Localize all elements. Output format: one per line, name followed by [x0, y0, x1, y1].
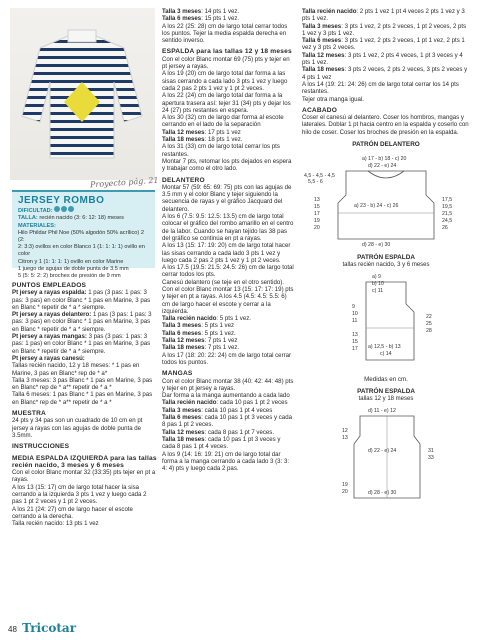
column-right-text [302, 8, 470, 136]
paragraph-text: : cada 10 pas 1 pt 3 veces y cada 8 pas 1 pt 4 veces. [162, 435, 281, 451]
size-label: Talla 6 meses [162, 414, 202, 422]
paragraph-text: : 3 pts 2 veces, 2 pts 2 veces, 3 pts 2 veces y 4 pts 1 vez [302, 66, 468, 81]
paragraph-text: A los 17.5 (19.5: 21.5: 24.5: 26) cm de largo total cerrar todos los pts. [162, 264, 294, 279]
paragraph [12, 484, 157, 506]
paragraph [162, 407, 295, 414]
paragraph-text: A los 31 (33) cm de largo total cerrar los pts restantes. [162, 143, 280, 158]
measurement-label: 31 [428, 447, 434, 454]
paragraph [302, 66, 470, 81]
paragraph-text: Montar 7 pts, retomar los pts dejados en espera y trabajar como el otro lado. [162, 157, 292, 173]
size-label: Talla 6 meses [162, 329, 202, 337]
front-pattern-diagram [302, 151, 470, 249]
sizes-row [18, 215, 149, 222]
measurement-label: a) 9 [372, 273, 381, 280]
size-label: Talla recién nacido [302, 8, 357, 15]
back-pattern-diagram-small [302, 272, 470, 372]
paragraph-text: 1 pas (3 pas: 1 pas: 3 pas: 3 pas) en color Blanc * 1 pas en Marine, 3 pas en Blanc * repetir de * a * siempre. [12, 311, 152, 333]
paragraph [162, 399, 295, 406]
size-label: Talla 18 meses [162, 435, 205, 443]
measurement-label: 20 [342, 488, 348, 495]
paragraph-text: : 5 pts 1 vez. [216, 315, 251, 323]
measurement-label: 12 [342, 427, 348, 434]
paragraph [162, 414, 295, 429]
paragraph [162, 70, 295, 92]
paragraph-text: : 5 pts 1 vez. [201, 329, 236, 337]
measurement-label: d) 11 - e) 12 [368, 407, 396, 414]
paragraph-text: Tallas recién nacido, 12 y 18 meses: * 1 pas en Marine, 3 pas en Blanc* rep de * a* [12, 362, 140, 377]
paragraph [162, 129, 295, 136]
measurement-label: 5,5 - 6 [308, 179, 323, 186]
paragraph-text: A los 19 (20) cm de largo total dar forma a las sisas cerrando a cada lado 3 pts 1 vez y luego cada 2 pas 2 pts 1 vez y 1 pt 2 veces. [162, 70, 288, 92]
paragraph-text: : 3 pts 1 vez, 2 pts 2 veces, 1 pt 1 vez, 2 pts 1 vez y 3 pts 2 veces. [302, 37, 465, 52]
size-label: Pt jersey a rayas delantero: [12, 311, 92, 319]
paragraph [12, 333, 157, 355]
paragraph [162, 344, 295, 351]
paragraph-text: A los 22 (25: 28) cm de largo total cerrar todos los puntos. Tejer la media espalda derecha en sentido inverso. [162, 22, 288, 45]
paragraph [162, 279, 295, 315]
sizes-label: TALLA: [18, 215, 38, 222]
material-item: Citron y 1 (1: 1: 1: 1) ovillo en color Marine [18, 258, 124, 265]
paragraph-text: A los 6 (7.5: 9.5: 12.5: 13.5) cm de largo total colocar el gráfico del rombo amarillo en el centro de la labor. Cuando se hayan tejido las 38 pas del gráfico se continúa en pt a rayas. [162, 213, 294, 242]
material-item: 1 juego de agujas de doble punta de 3.5 mm [18, 265, 129, 272]
paragraph [12, 355, 157, 362]
paragraph [162, 23, 295, 45]
paragraph-text: : cada 10 pas 1 pt 2 veces [216, 399, 288, 407]
paragraph [12, 417, 157, 439]
section-heading: MEDIA ESPALDA IZQUIERDA para las tallas recién nacido, 3 meses y 6 meses [12, 454, 157, 469]
size-label: Talla 3 meses [162, 406, 202, 414]
column-right [302, 8, 470, 510]
measurement-label: 20 [314, 225, 320, 232]
back-pattern-title-2: PATRÓN ESPALDA [357, 388, 415, 396]
column-middle [162, 8, 295, 472]
paragraph [162, 136, 295, 143]
paragraph [162, 429, 295, 436]
paragraph [302, 52, 470, 67]
measurement-label: d) 22 - e) 24 [368, 447, 397, 454]
paragraph [162, 56, 295, 71]
measurement-label: 17,5 [442, 197, 453, 204]
paragraph [162, 337, 295, 344]
measurement-label: d) 22 - e) 24 [368, 163, 397, 170]
difficulty-row [18, 206, 149, 215]
paragraph-text: Tejer otra manga igual. [302, 95, 364, 103]
paragraph-text: Canesú delantero (se teje en el otro sentido). Con el color Blanc montar 13 (15: 17: 17: 19) pts y tejer en pt a rayas. A los 4.5 (4.5: 4.5: 5.5: 6) cm de largo hacer el escote y cerrar a la izquierda. [162, 278, 294, 315]
section-heading: MANGAS [162, 370, 193, 378]
page-number: 48 [8, 625, 17, 634]
measurement-label: 17 [352, 345, 358, 352]
section-heading: INSTRUCCIONES [12, 443, 70, 451]
sizes-value: recién nacido (3: 6: 12: 18) meses [39, 215, 124, 222]
measurement-label: a) 23 - b) 24 - c) 26 [354, 203, 399, 210]
paragraph-text: : 14 pts 1 vez. [201, 8, 240, 15]
size-label: Talla 18 meses [162, 136, 205, 144]
photo-caption: Proyecto pág. 21 [89, 175, 159, 190]
pattern-title: JERSEY ROMBO [18, 195, 105, 206]
paragraph [162, 92, 295, 114]
size-label: Pt jersey a rayas canesú: [12, 354, 85, 362]
paragraph-text: A los 30 (32) cm de largo dar forma al escote cerrando en el lado de la separación [162, 114, 284, 129]
measurement-label: 4,5 - 4,5 - 4,5 [304, 173, 335, 180]
column-left [12, 278, 157, 528]
paragraph-text: : cada 10 pas 1 pt 4 veces [201, 406, 273, 414]
measurement-label: d) 28 - e) 30 [368, 489, 397, 496]
back-pattern-title-1: PATRÓN ESPALDA [357, 254, 415, 262]
measurement-label: 17 [314, 211, 320, 218]
paragraph-text: : 5 pts 1 vez [201, 322, 235, 330]
materials-list [18, 230, 149, 280]
paragraph [162, 436, 295, 451]
measurement-label: 15 [314, 204, 320, 211]
size-label: Talla 12 meses [302, 51, 345, 59]
paragraph [12, 289, 157, 311]
paragraph-text: : 2 pts 1 vez 1 pt 4 veces 2 pts 1 vez y 3 pts 1 vez. [302, 8, 465, 23]
paragraph [162, 378, 295, 393]
paragraph [162, 352, 295, 367]
size-label: Talla 12 meses [162, 428, 205, 436]
sweater-photo [10, 8, 155, 180]
measurement-label: 28 [426, 327, 432, 334]
paragraph [162, 114, 295, 129]
paragraph [12, 377, 157, 392]
size-label: Talla recién nacido [162, 315, 217, 323]
measurement-label: 11 [352, 317, 358, 324]
measurement-label: c) 14 [380, 350, 392, 357]
paragraph-text: Talla 3 meses: 3 pas Blanc * 1 pas en Marine, 3 pas en Blanc* rep de * a** repetir de * a * [12, 376, 153, 392]
paragraph [162, 184, 295, 213]
size-label: Talla 3 meses [162, 8, 202, 15]
difficulty-label: DIFICULTAD: [18, 208, 53, 215]
size-label: Pt jersey a rayas mangas: [12, 333, 87, 341]
measurement-label: c) 11 [372, 287, 384, 294]
pattern-info-card [12, 190, 155, 279]
material-item: 2: 3:3) ovillos en color Blanco 1 (1: 1: 1: 1) ovillo en color [18, 244, 145, 258]
paragraph [162, 158, 295, 173]
paragraph-text: : cada 10 pas 1 pt 3 veces y cada 8 pas 1 pt 2 veces. [162, 414, 292, 429]
measurement-label: 10 [352, 310, 358, 317]
paragraph-text: : 15 pts 1 vez. [201, 15, 240, 23]
paragraph-text: A los 21 (24: 27) cm de largo hacer el escote cerrando a la derecha. [12, 505, 133, 520]
back-pattern-subtitle-2: tallas 12 y 18 meses [358, 395, 414, 402]
paragraph-text: 1 pas (3 pas: 1 pas: 3 pas: 3 pas) en color Blanc * 1 pas en Marine, 3 pas en Blanc * repetir de * a * siempre. [12, 289, 151, 311]
units-note: Medidas en cm. [364, 375, 408, 383]
paragraph-text: A los 13 (15: 17: 19: 20) cm de largo total hacer las sisas cerrando a cada lado 3 pts 1 vez y luego cada 2 pas 2 pts 1 vez y 1 pt 2 veces. [162, 242, 291, 264]
paragraph-text: A los 13 (15: 17) cm de largo total hacer la sisa cerrando a la izquierda 3 pts 1 vez y luego cada 2 pas 1 pt 2 veces y 1 pt 2 veces. [12, 483, 147, 506]
paragraph-text: : 3 pts 1 vez, 2 pts 4 veces, 1 pt 3 veces y 4 pts 1 vez. [302, 51, 463, 67]
paragraph [302, 8, 470, 23]
page-footer [8, 621, 76, 635]
paragraph [12, 311, 157, 333]
paragraph [12, 520, 157, 527]
section-heading: ESPALDA para las tallas 12 y 18 meses [162, 48, 292, 56]
size-label: Talla 6 meses [162, 15, 202, 23]
measurement-label: 33 [428, 454, 434, 461]
paragraph [302, 37, 470, 52]
paragraph [162, 264, 295, 279]
striped-sweater-illustration [10, 8, 155, 180]
section-heading: ACABADO [302, 106, 338, 114]
measurement-label: 21,5 [442, 211, 453, 218]
measurement-label: a) 17 - b) 18 - c) 20 [362, 156, 407, 163]
paragraph [162, 330, 295, 337]
paragraph [302, 96, 470, 103]
paragraph-text: : 7 pts 1 vez. [204, 344, 240, 352]
paragraph [12, 469, 157, 484]
material-item: Hilo Phildar Phil Noe (50% algodón 50% acrílico) 2 (2: [18, 229, 144, 243]
paragraph [162, 242, 295, 264]
paragraph [162, 392, 295, 399]
paragraph [162, 451, 295, 473]
back-pattern-diagram-large [302, 406, 470, 510]
paragraph-text: Dar forma a la manga aumentando a cada lado [162, 392, 290, 400]
paragraph-text: Con el color Blanc montar 38 (40: 42: 44: 48) pts y tejer en pt jersey a rayas. [162, 377, 294, 392]
paragraph-text: : 17 pts 1 vez [204, 128, 241, 136]
difficulty-dots-icon [54, 206, 75, 215]
paragraph [162, 8, 295, 15]
paragraph-text: Montar 57 (59: 65: 69: 75) pts con las agujas de 3.5 mm y el color Blanc y tejer siguiendo la secuencia de rayas y el gráfico Jacquard del delantero. [162, 183, 292, 213]
paragraph [162, 15, 295, 22]
section-heading: DELANTERO [162, 176, 205, 184]
measurement-label: 19,5 [442, 204, 453, 211]
paragraph-text: 24 pts y 34 pas son un cuadrado de 10 cm en pt jersey a rayas con las agujas de doble punta de 3.5mm. [12, 417, 143, 439]
section-heading: MUESTRA [12, 410, 47, 418]
paragraph [162, 143, 295, 158]
paragraph [162, 322, 295, 329]
size-label: Talla 3 meses [302, 22, 342, 30]
measurement-label: 13 [342, 434, 348, 441]
paragraph [162, 213, 295, 242]
measurement-label: 19 [314, 218, 320, 225]
paragraph [302, 81, 470, 96]
paragraph-text: A los 9 (14: 16: 19: 21) cm de largo total dar forma a la manga cerrando a cada lado 3 (3: 3: 4: 4) pts y luego cada 2 pas. [162, 450, 290, 473]
measurement-label: 22 [426, 313, 432, 320]
paragraph-text: : 3 pts 1 vez, 2 pts 2 veces, 1 pt 2 veces, 2 pts 1 vez y 3 pts 1 vez. [302, 22, 467, 37]
size-label: Talla 12 meses [162, 128, 205, 136]
size-label: Talla 18 meses [162, 344, 205, 352]
paragraph-text: Con el color Blanc montar 32 (33:35) pts tejer en pt a rayas. [12, 469, 156, 484]
back-pattern-subtitle-1: tallas recién nacido, 3 y 6 meses [342, 261, 430, 268]
measurement-label: 24,5 [442, 218, 453, 225]
measurement-label: 13 [352, 331, 358, 338]
paragraph-text: A los 14 (19: 21: 24: 26) cm de largo total cerrar los 14 pts restantes. [302, 80, 459, 96]
measurement-label: 15 [352, 338, 358, 345]
front-pattern-title: PATRÓN DELANTERO [352, 141, 420, 149]
measurement-label: b) 10 [372, 280, 384, 287]
measurement-label: 19 [342, 481, 348, 488]
paragraph-text: Con el color Blanc montar 69 (75) pts y tejer en pt jersey a rayas. [162, 55, 290, 71]
size-label: Talla 3 meses [162, 322, 202, 330]
magazine-logo: Tricotar [22, 621, 77, 635]
paragraph-text: : 7 pts 1 vez [204, 337, 238, 345]
measurement-label: 9 [352, 303, 355, 310]
paragraph [12, 391, 157, 406]
size-label: Talla 6 meses [302, 37, 342, 45]
paragraph-text: A los 17 (18: 20: 22: 24) cm de largo total cerrar todos los puntos. [162, 351, 292, 366]
section-heading: PUNTOS EMPLEADOS [12, 282, 87, 289]
measurement-label: 25 [426, 320, 432, 327]
material-item: 5 (5: 5: 2: 2) broches de presión de 9 mm [18, 272, 121, 279]
materials-label: MATERIALES: [18, 222, 56, 229]
paragraph-text: : 18 pts 1 vez. [204, 136, 243, 144]
paragraph-text: Coser el canesú al delantero. Coser los hombros, mangas y laterales. Doblar 1 pt hacia centro en la espalda y coserlo con hilo de coser. Coser los broches de presión en la espalda. [302, 114, 469, 136]
paragraph [12, 506, 157, 521]
paragraph [302, 23, 470, 38]
measurement-label: a) 12,5 - b) 13 [368, 343, 401, 350]
paragraph-text: 3 pas (3 pas: 1 pas: 3 pas: 1 pas) en color Blanc * 1 pas en Marine, 3 pas en Blanc * repetir de * a * siempre. [12, 333, 151, 355]
paragraph-text: : cada 8 pas 1 pt 7 veces. [204, 428, 275, 436]
paragraph-text: Talla 6 meses: 1 pas Blanc * 1 pas en Marine, 3 pas en Blanc* rep de * a** repetir de * a * [12, 391, 153, 406]
size-label: Talla 12 meses [162, 337, 205, 345]
paragraph-text: A los 22 (24) cm de largo total dar forma a la apertura trasera así: tejer 31 (34) pts y dejar los 24 (27) pts restantes en espera. [162, 92, 291, 114]
size-label: Talla 18 meses [302, 66, 345, 74]
size-label: Talla recién nacido [162, 399, 217, 407]
paragraph [302, 114, 470, 136]
paragraph-text: Talla recién nacido: 13 pts 1 vez [12, 520, 99, 528]
measurement-label: 26 [442, 225, 448, 232]
size-label: Pt jersey a rayas espalda: [12, 289, 87, 297]
measurement-label: d) 28 - e) 30 [362, 242, 391, 249]
paragraph [162, 315, 295, 322]
measurement-label: 13 [314, 197, 320, 204]
paragraph [12, 362, 157, 377]
